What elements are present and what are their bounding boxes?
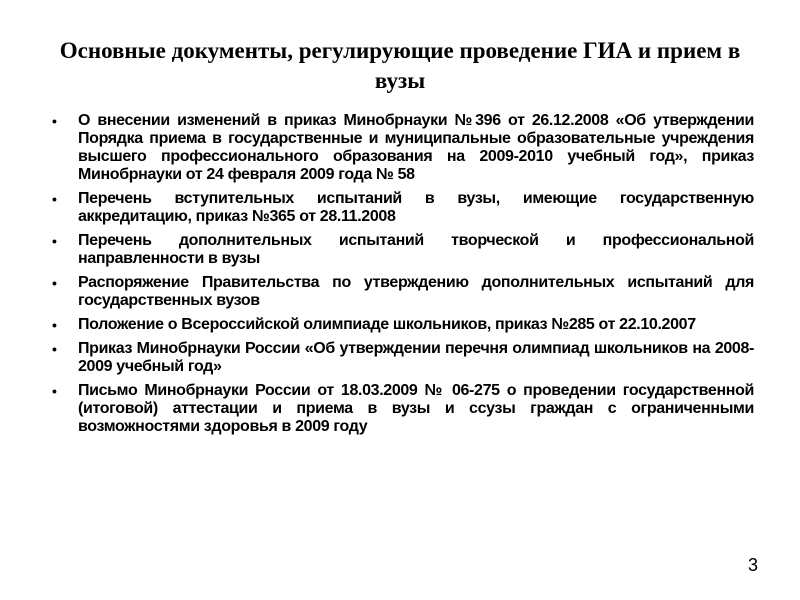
list-item <box>52 382 754 436</box>
list-item-text: Положение о Всероссийской олимпиаде школьников, приказ №285 от 22.10.2007 <box>78 316 696 333</box>
page-number: 3 <box>747 555 758 575</box>
list-item-text: Письмо Минобрнауки России от 18.03.2009 № 06-275 о проведении государственной (итоговой) аттестации и приема в вузы и ссузы граждан с ограниченными возможностями здоровья в 2009 году <box>78 382 754 435</box>
list-item-text: Приказ Минобрнауки России «Об утверждении перечня олимпиад школьников на 2008-2009 учебный год» <box>78 340 754 375</box>
bullet-icon: • <box>52 341 57 357</box>
bullet-icon: • <box>52 317 57 333</box>
bullet-icon: • <box>52 275 57 291</box>
list-item <box>52 274 754 310</box>
list-item-text: Распоряжение Правительства по утверждению дополнительных испытаний для государственных вузов <box>78 274 754 309</box>
bullet-icon: • <box>52 383 57 399</box>
list-item-text: Перечень вступительных испытаний в вузы, имеющие государственную аккредитацию, приказ №365 от 28.11.2008 <box>78 190 754 225</box>
list-item <box>52 316 754 334</box>
list-item <box>52 112 754 184</box>
list-item <box>52 340 754 376</box>
bullet-icon: • <box>52 191 57 207</box>
bullet-icon: • <box>52 113 57 129</box>
list-item <box>52 232 754 268</box>
slide-title: Основные документы, регулирующие проведение ГИА и прием в вузы <box>59 38 741 93</box>
list-item-text: О внесении изменений в приказ Минобрнауки №396 от 26.12.2008 «Об утверждении Порядка приема в государственные и муниципальные образовательные учреждения высшего профессионального образования на 2009-2010 учебный год», приказ Минобрнауки от 24 февраля 2009 года № 58 <box>78 112 754 183</box>
document-list <box>52 112 754 442</box>
list-item-text: Перечень дополнительных испытаний творческой и профессиональной направленности в вузы <box>78 232 754 267</box>
list-item <box>52 190 754 226</box>
bullet-icon: • <box>52 233 57 249</box>
